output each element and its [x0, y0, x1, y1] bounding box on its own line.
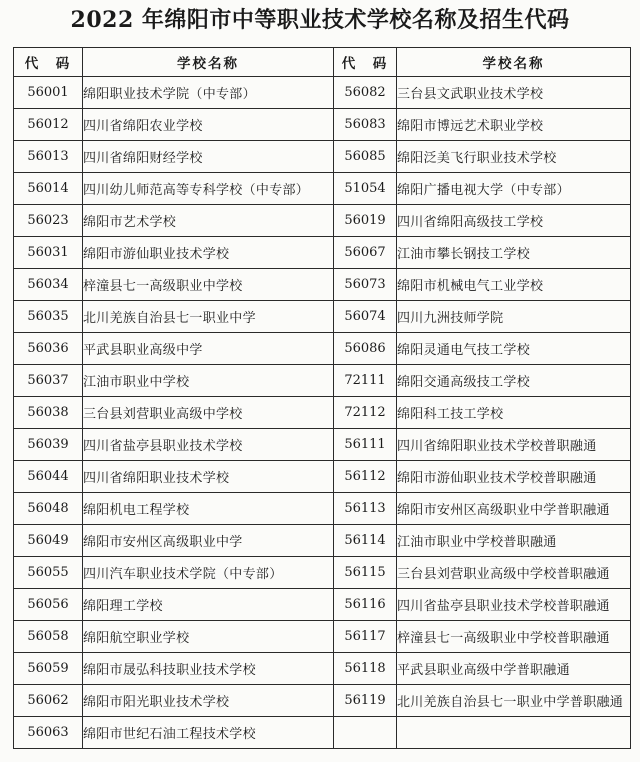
header-name-right: 学校名称	[397, 48, 631, 77]
school-name-right: 绵阳科工技工学校	[397, 397, 631, 429]
school-name-left: 绵阳市世纪石油工程技术学校	[83, 717, 334, 749]
school-name-left: 平武县职业高级中学	[83, 333, 334, 365]
school-name-left: 四川省绵阳农业学校	[83, 109, 334, 141]
table-row	[14, 301, 631, 333]
school-name-left: 四川省盐亭县职业技术学校	[83, 429, 334, 461]
school-name-right	[397, 717, 631, 749]
school-code-right: 56086	[334, 333, 397, 365]
school-code-left: 56037	[14, 365, 83, 397]
school-name-right: 绵阳市机械电气工业学校	[397, 269, 631, 301]
school-name-right: 平武县职业高级中学普职融通	[397, 653, 631, 685]
school-code-left: 56039	[14, 429, 83, 461]
table-row	[14, 557, 631, 589]
school-name-right: 四川省绵阳高级技工学校	[397, 205, 631, 237]
header-name-left: 学校名称	[83, 48, 334, 77]
table-row	[14, 333, 631, 365]
school-code-right: 56116	[334, 589, 397, 621]
school-code-left: 56048	[14, 493, 83, 525]
school-name-right: 四川九洲技师学院	[397, 301, 631, 333]
school-code-right: 56083	[334, 109, 397, 141]
school-code-right: 56117	[334, 621, 397, 653]
school-code-right: 56085	[334, 141, 397, 173]
table-row	[14, 397, 631, 429]
school-code-left: 56035	[14, 301, 83, 333]
table-row	[14, 589, 631, 621]
school-name-left: 四川幼儿师范高等专科学校（中专部）	[83, 173, 334, 205]
table-row	[14, 461, 631, 493]
school-name-right: 绵阳市游仙职业技术学校普职融通	[397, 461, 631, 493]
header-code-right: 代 码	[334, 48, 397, 77]
school-code-left: 56038	[14, 397, 83, 429]
school-name-left: 绵阳市游仙职业技术学校	[83, 237, 334, 269]
school-code-right	[334, 717, 397, 749]
school-name-right: 绵阳市博远艺术职业学校	[397, 109, 631, 141]
school-code-left: 56055	[14, 557, 83, 589]
school-name-right: 梓潼县七一高级职业中学校普职融通	[397, 621, 631, 653]
school-code-left: 56059	[14, 653, 83, 685]
school-code-right: 51054	[334, 173, 397, 205]
school-name-left: 绵阳市阳光职业技术学校	[83, 685, 334, 717]
school-name-right: 北川羌族自治县七一职业中学普职融通	[397, 685, 631, 717]
school-code-right: 72111	[334, 365, 397, 397]
table-row	[14, 269, 631, 301]
school-name-right: 绵阳灵通电气技工学校	[397, 333, 631, 365]
school-name-right: 江油市攀长钢技工学校	[397, 237, 631, 269]
school-code-left: 56063	[14, 717, 83, 749]
school-code-left: 56049	[14, 525, 83, 557]
table-row	[14, 173, 631, 205]
table-header-row	[14, 48, 631, 77]
school-name-right: 四川省盐亭县职业技术学校普职融通	[397, 589, 631, 621]
school-name-left: 绵阳市安州区高级职业中学	[83, 525, 334, 557]
school-name-left: 四川省绵阳职业技术学校	[83, 461, 334, 493]
school-code-right: 56019	[334, 205, 397, 237]
school-code-right: 56074	[334, 301, 397, 333]
table-row	[14, 237, 631, 269]
table-row	[14, 205, 631, 237]
school-code-left: 56001	[14, 77, 83, 109]
school-name-left: 绵阳理工学校	[83, 589, 334, 621]
school-code-right: 72112	[334, 397, 397, 429]
school-code-right: 56112	[334, 461, 397, 493]
school-name-left: 绵阳市艺术学校	[83, 205, 334, 237]
school-code-right: 56111	[334, 429, 397, 461]
school-code-left: 56013	[14, 141, 83, 173]
school-name-left: 北川羌族自治县七一职业中学	[83, 301, 334, 333]
school-name-left: 绵阳职业技术学院（中专部）	[83, 77, 334, 109]
school-code-right: 56119	[334, 685, 397, 717]
school-code-left: 56014	[14, 173, 83, 205]
school-name-left: 江油市职业中学校	[83, 365, 334, 397]
school-name-right: 绵阳泛美飞行职业技术学校	[397, 141, 631, 173]
school-name-right: 绵阳交通高级技工学校	[397, 365, 631, 397]
table-row	[14, 621, 631, 653]
table-row	[14, 365, 631, 397]
school-name-left: 绵阳机电工程学校	[83, 493, 334, 525]
school-code-right: 56115	[334, 557, 397, 589]
school-code-left: 56031	[14, 237, 83, 269]
table-row	[14, 653, 631, 685]
school-code-left: 56044	[14, 461, 83, 493]
school-code-left: 56034	[14, 269, 83, 301]
school-name-left: 四川省绵阳财经学校	[83, 141, 334, 173]
table-row	[14, 493, 631, 525]
school-code-right: 56118	[334, 653, 397, 685]
school-code-left: 56056	[14, 589, 83, 621]
school-code-right: 56113	[334, 493, 397, 525]
table-row	[14, 685, 631, 717]
school-code-left: 56058	[14, 621, 83, 653]
school-code-left: 56012	[14, 109, 83, 141]
table-row	[14, 717, 631, 749]
school-code-right: 56082	[334, 77, 397, 109]
school-code-right: 56067	[334, 237, 397, 269]
school-name-left: 三台县刘营职业高级中学校	[83, 397, 334, 429]
school-name-left: 绵阳市晟弘科技职业技术学校	[83, 653, 334, 685]
school-name-left: 四川汽车职业技术学院（中专部）	[83, 557, 334, 589]
school-name-right: 四川省绵阳职业技术学校普职融通	[397, 429, 631, 461]
table-row	[14, 429, 631, 461]
school-name-right: 江油市职业中学校普职融通	[397, 525, 631, 557]
school-code-left: 56062	[14, 685, 83, 717]
school-name-left: 梓潼县七一高级职业中学校	[83, 269, 334, 301]
school-code-right: 56073	[334, 269, 397, 301]
table-row	[14, 109, 631, 141]
school-code-table	[13, 47, 631, 749]
table-row	[14, 141, 631, 173]
header-code-left: 代 码	[14, 48, 83, 77]
table-row	[14, 77, 631, 109]
school-name-right: 绵阳市安州区高级职业中学普职融通	[397, 493, 631, 525]
school-name-right: 三台县刘营职业高级中学校普职融通	[397, 557, 631, 589]
table-row	[14, 525, 631, 557]
school-name-right: 绵阳广播电视大学（中专部）	[397, 173, 631, 205]
school-code-left: 56036	[14, 333, 83, 365]
school-code-left: 56023	[14, 205, 83, 237]
school-name-right: 三台县文武职业技术学校	[397, 77, 631, 109]
school-code-right: 56114	[334, 525, 397, 557]
page-title: 2022 年绵阳市中等职业技术学校名称及招生代码	[70, 7, 570, 33]
school-name-left: 绵阳航空职业学校	[83, 621, 334, 653]
